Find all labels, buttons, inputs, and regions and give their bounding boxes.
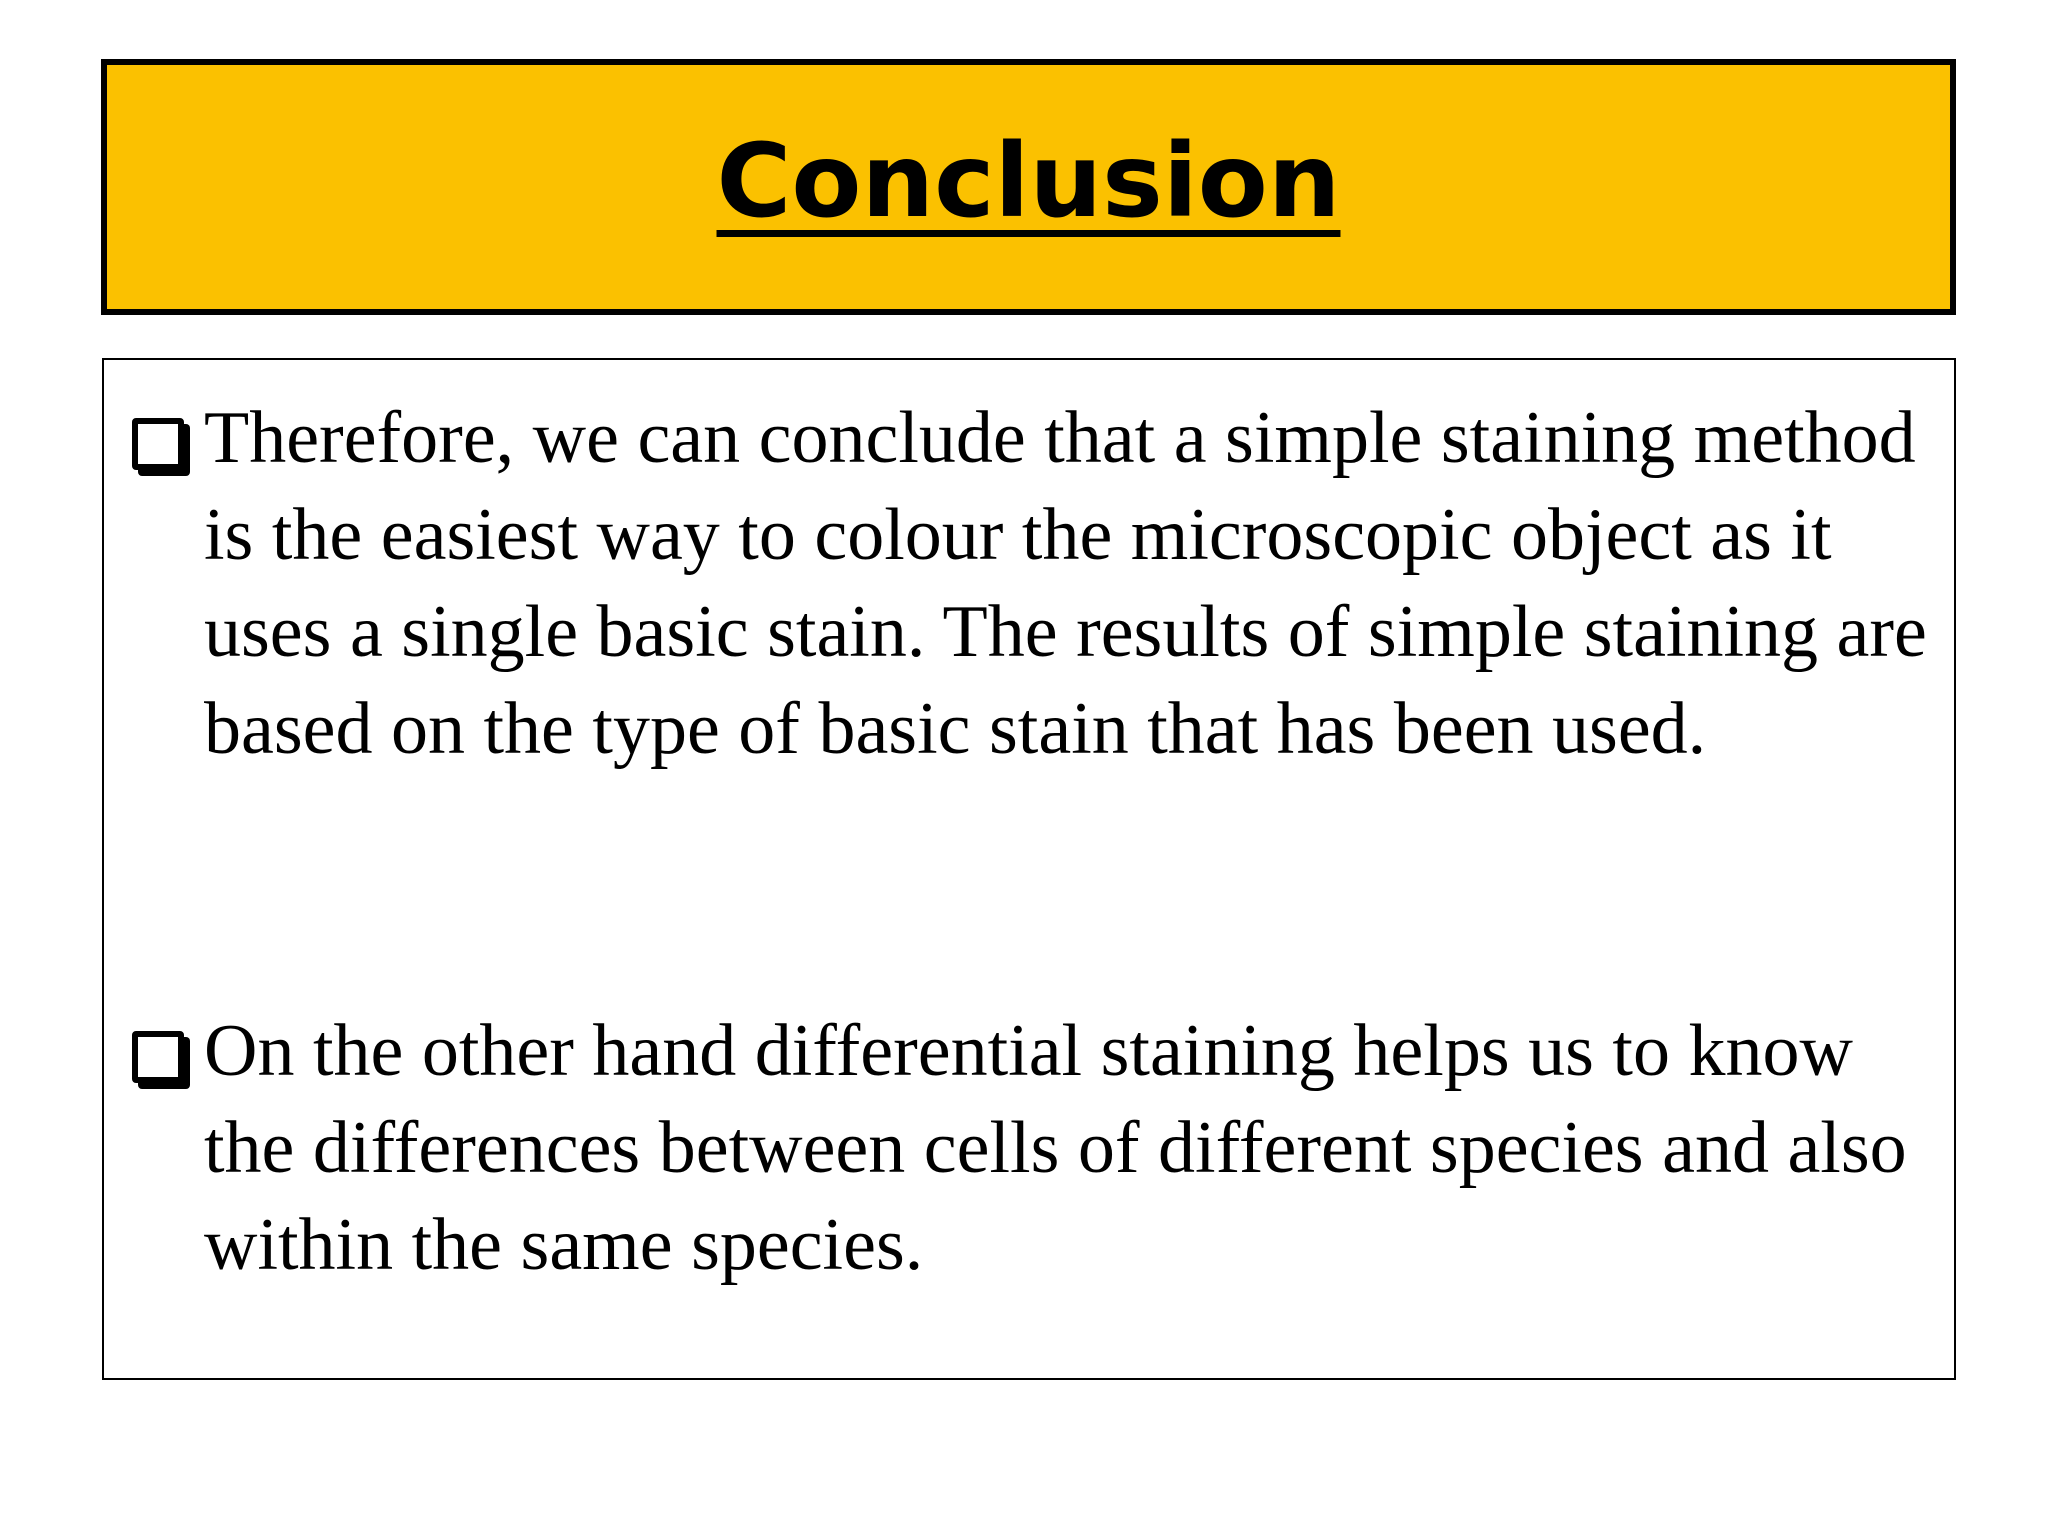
slide-title: Conclusion: [716, 122, 1341, 241]
bullet-text: Therefore, we can conclude that a simple staining method is the easiest way to colour the microscopic object as it uses a single basic stain. The results of simple staining are based on the type of basic stain that has been used.: [204, 397, 1927, 770]
bullet-item: [132, 390, 1932, 778]
title-banner: [101, 59, 1956, 315]
bullet-text: On the other hand differential staining helps us to know the differences between cells of different species and also within the same species.: [204, 1010, 1907, 1286]
checkbox-icon: [132, 1031, 184, 1083]
checkbox-icon: [132, 418, 184, 470]
content-box: [102, 358, 1956, 1380]
bullet-item: [132, 1003, 1932, 1294]
